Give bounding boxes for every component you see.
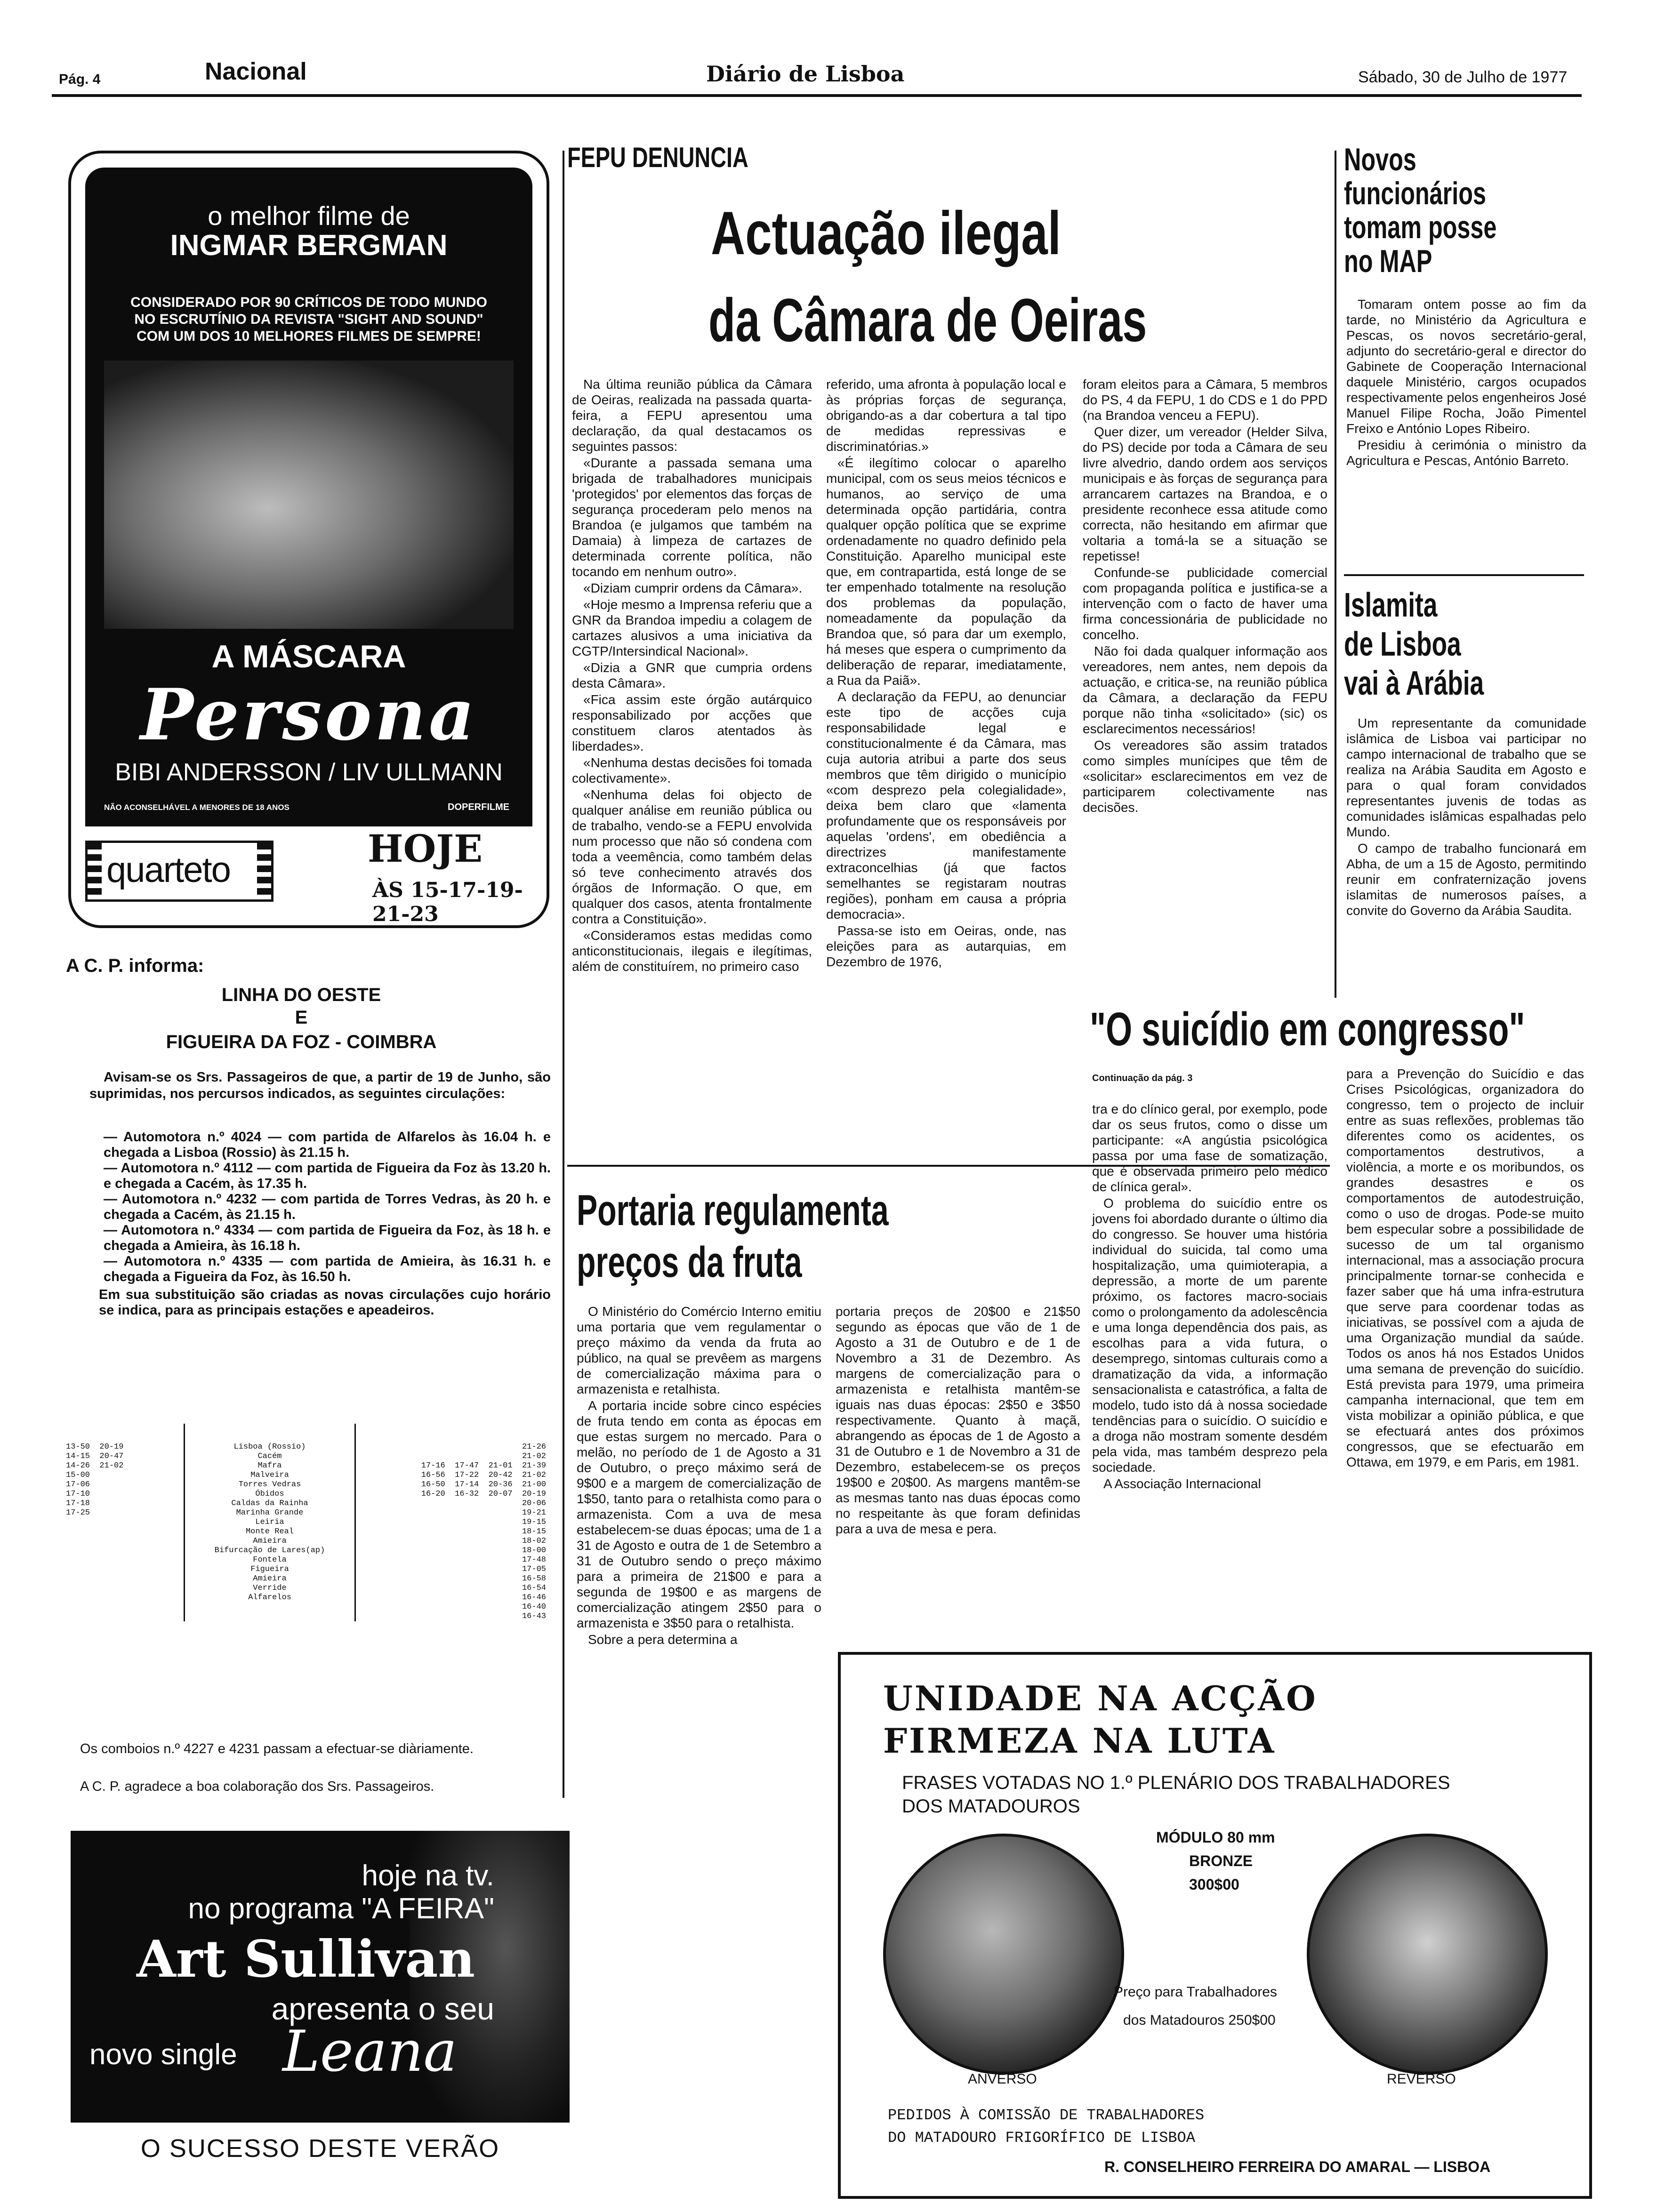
timetable-cell: 19-21 — [522, 1508, 546, 1517]
suicidio-col2 — [1346, 1066, 1584, 1471]
suicidio-headline: "O suicídio em congresso" — [1090, 1003, 1525, 1056]
film-strip-icon — [88, 843, 102, 899]
paragraph: tra e do clínico geral, por exemplo, pode dar os seus frutos, como o disse um participante: «A angústia psicológica passa por uma fase de somatização, que é observada primeiro pelo médico de clínica geral». — [1092, 1102, 1327, 1194]
paragraph: Presidiu à cerimónia o ministro da Agricultura e Pescas, António Barreto. — [1346, 438, 1586, 468]
islamita-head-1: Islamita — [1344, 586, 1438, 624]
timetable-stations — [184, 1424, 356, 1621]
acp-item: — Automotora n.º 4232 — com partida de Torres Vedras, às 20 h. e chegada a Cacém, às 21.15 h. — [104, 1192, 551, 1222]
ad-persona-blurb3: COM UM DOS 10 MELHORES FILMES DE SEMPRE! — [137, 329, 481, 344]
paragraph: «É ilegítimo colocar o aparelho municipal, com os seus meios técnicos e humanos, ao serviço de uma determinada opção partidária, contra qualquer opção política que se exprime ordenadamente no quadro definido pela Constituição. Aparelho municipal este que, em contrapartida, está longe de se ter empenhado totalmente na resolução dos problemas da população, nomeadamente da população da Brandoa que, só para dar um exemplo, há meses que espera o cumprimento da deliberação de reparar, imediatamente, a Rua da Paiã». — [826, 456, 1066, 688]
station-name: Amieira — [253, 1537, 287, 1546]
paragraph: «Consideramos estas medidas como anticonstitucionais, ilegais e ilegítimas, além de constituírem, no primeiro caso — [572, 928, 812, 974]
ad-persona-director: INGMAR BERGMAN — [170, 229, 448, 262]
fepu-headline-1: Actuação ilegal — [711, 199, 1061, 267]
timetable-left — [66, 1424, 174, 1537]
fepu-col1 — [572, 377, 812, 975]
acp-intro: Avisam-se os Srs. Passageiros de que, a partir de 19 de Junho, são suprimidas, nos percursos indicados, as seguintes circulações: — [89, 1070, 551, 1101]
station-name: Figueira — [250, 1565, 289, 1574]
timetable-cell: 19-15 — [522, 1518, 546, 1527]
timetable-cell: 17-10 — [66, 1490, 90, 1499]
ad-tv-artist: Art Sullivan — [137, 1930, 475, 1989]
station-name: Alfarelos — [248, 1593, 291, 1602]
ad-medal-front-label: ANVERSO — [968, 2071, 1037, 2087]
timetable-cell: 17-48 — [522, 1555, 546, 1564]
timetable — [66, 1424, 546, 1697]
timetable-cell: 17-25 — [66, 1508, 90, 1517]
suicidio-col1 — [1092, 1101, 1327, 1492]
ad-medal-orders2: DO MATADOURO FRIGORÍFICO DE LISBOA — [888, 2129, 1195, 2147]
paragraph: O Ministério do Comércio Interno emitiu uma portaria que vem regulamentar o preço máximo da venda da fruta ao público, na qual se prevêem as margens de comercialização máxima para o armazenista e retalhista. — [577, 1304, 821, 1396]
fepu-headline-2: da Câmara de Oeiras — [708, 286, 1147, 354]
ad-medal-workers-price1: Preço para Trabalhadores — [1114, 1984, 1277, 2000]
fepu-kicker: FEPU DENUNCIA — [567, 142, 748, 173]
acp-line2: E — [295, 1007, 308, 1028]
timetable-cell: 16-56 17-22 20-42 21-02 — [421, 1471, 546, 1480]
paragraph: Passa-se isto em Oeiras, onde, nas eleições para as autarquias, em Dezembro de 1976, — [826, 923, 1066, 969]
map-head-3: tomam posse — [1344, 209, 1497, 245]
ad-tv-line4: novo single — [89, 2038, 237, 2071]
station-name: Bifurcação de Lares(ap) — [214, 1546, 325, 1555]
timetable-cell: 16-46 — [522, 1593, 546, 1602]
paragraph: O campo de trabalho funcionará em Abha, de um a 15 de Agosto, permitindo reunir em confraternização jovens islamitas de numerosos países, a convite do Governo da Arábia Saudita. — [1346, 841, 1586, 918]
station-name: Leiria — [255, 1518, 284, 1527]
paragraph: para a Prevenção do Suicídio e das Crises Psicológicas, organizadora do congresso, tem o projecto de incluir entre as suas reflexões, problemas tão diferentes como os acidentes, os comportamentos destrutivos, a violência, a morte e os moribundos, os grandes desastres e os comportamentos de autodestruição, como o uso de drogas. Pode-se muito bem especular sobre a possibilidade de sucesso de um tal organismo internacional, mas a associação procura principalmente tornar-se conhecida e fazer saber que há uma infra-estrutura que serve para coordenar todas as iniciativas, se possível com a ajuda de uma Organização mundial da saúde. Todos os anos há nos Estados Unidos uma semana de prevenção do suicídio. Está prevista para 1979, uma primeira campanha internacional, que tem em vista mobilizar a opinião pública, e que se efectuará antes dos próximos congressos, que se efectuarão em Ottawa, em 1979, e em Paris, em 1981. — [1346, 1066, 1584, 1469]
timetable-cell: 13-50 20-19 — [66, 1443, 124, 1451]
paragraph: Os vereadores são assim tratados como simples munícipes que têm de «solicitar» esclarecimentos em vez de participarem colectivamente nas decisões. — [1083, 738, 1327, 815]
fruta-col2 — [836, 1304, 1080, 1538]
station-name: Verride — [253, 1584, 287, 1593]
paragraph: portaria preços de 20$00 e 21$50 segundo as épocas que vão de 1 de Agosto a 31 de Outubro e de 1 de Novembro a 31 de Dezembro. As margens de comercialização para o armazenista e retalhista mantêm-se iguais nas duas épocas: 2$50 e 3$50 respectivamente. Quanto à maçã, abrangendo as épocas de 1 de Agosto a 31 de Outubro e 1 de Novembro a 31 de Dezembro, estabelecem-se os preços 19$00 e 20$00. As margens mantêm-se as mesmas tanto nas duas épocas como no respeitante às que foram definidas para a uva de mesa e pera. — [836, 1304, 1080, 1536]
masthead-rule — [52, 94, 1582, 97]
film-strip-icon-right — [257, 843, 271, 899]
station-name: Amieira — [253, 1574, 287, 1583]
timetable-cell: 20-06 — [522, 1499, 546, 1508]
timetable-cell: 16-40 — [522, 1603, 546, 1611]
ad-medal — [838, 1652, 1592, 2199]
map-head-4: no MAP — [1344, 243, 1432, 279]
acp-item: — Automotora n.º 4335 — com partida de Amieira, às 16.31 h. e chegada a Figueira da Foz, às 16.50 h. — [104, 1254, 551, 1284]
paragraph: referido, uma afronta à população local e às próprias forças de segurança, obrigando-as a dar cobertura a tal tipo de medidas repressivas e discriminatórias.» — [826, 377, 1066, 454]
ad-persona-today: HOJE — [368, 826, 483, 871]
station-name: Fontela — [253, 1555, 287, 1564]
paragraph: O problema do suicídio entre os jovens foi abordado durante o último dia do congresso. Se houver uma história individual do suicida, tal como uma hospitalização, uma quimioterapia, a depressão, a morte de um parente próximo, os factores macro-sociais como o prolongamento da adolescência e uma longa dependência dos pais, as escolhas para a vida futura, o desemprego, sintomas culturais como a dramatização da vida, a informação sensacionalista e catastrófica, a falta de modelo, tudo isto dá à nossa sociedade tendências para o suicídio. O suicídio e a droga não mostram somente desdém pela vida, mas também desprezo pela sociedade. — [1092, 1196, 1327, 1475]
timetable-cell: 21-02 — [522, 1452, 546, 1461]
fepu-col3 — [1083, 377, 1327, 816]
timetable-cell: 14-15 20-47 — [66, 1452, 124, 1461]
islamita-head-2: de Lisboa — [1344, 625, 1461, 663]
ad-medal-line1: UNIDADE NA ACÇÃO — [883, 1678, 1318, 1718]
station-name: Mafra — [257, 1461, 282, 1470]
ad-medal-module: MÓDULO 80 mm — [1156, 1829, 1275, 1846]
ad-tv-line3: apresenta o seu — [271, 1991, 494, 2026]
cinema-name: quarteto — [106, 850, 230, 890]
islamita-body — [1346, 715, 1586, 919]
ad-medal-orders1: PEDIDOS À COMISSÃO DE TRABALHADORES — [888, 2107, 1205, 2124]
station-name: Lisboa (Rossio) — [233, 1443, 306, 1451]
issue-date: Sábado, 30 de Julho de 1977 — [1358, 68, 1568, 86]
timetable-cell: 16-58 — [522, 1574, 546, 1583]
paragraph: Não foi dada qualquer informação aos vereadores, nem antes, nem depois da actuação, e critica-se, na reunião pública da Câmara, a declaração da FEPU porque não tinha «solicitado» (sic) os esclarecimentos necessários! — [1083, 644, 1327, 736]
paragraph: A portaria incide sobre cinco espécies de fruta tendo em conta as épocas em que estas surgem no mercado. Para o melão, no período de 1 de Agosto a 31 de Outubro, o preço máximo será de 9$00 e a margem de comercialização de 1$50, tanto para o retalhista como para o armazenista. Com a uva de mesa estabelecem-se duas épocas; uma de 1 a 31 de Agosto e outra de 1 de Setembro a 31 de Outubro sendo o preço máximo para a primeira de 21$00 e para a segunda de 19$00 e as margens de comercialização atingem 2$50 para o armazenista e 3$50 para o retalhista. — [577, 1398, 821, 1630]
timetable-cell: 16-50 17-14 20-36 21-00 — [421, 1480, 546, 1489]
ad-persona-line1: o melhor filme de — [208, 201, 410, 231]
timetable-cell: 16-20 16-32 20-07 20-19 — [421, 1490, 546, 1499]
timetable-cell: 21-26 — [522, 1443, 546, 1451]
column-rule — [1335, 151, 1336, 998]
station-name: Malveira — [250, 1471, 289, 1480]
ad-persona-cast: BIBI ANDERSSON / LIV ULLMANN — [115, 759, 503, 786]
map-body — [1346, 297, 1586, 469]
timetable-cell: 15-00 — [66, 1471, 90, 1480]
paragraph: A declaração da FEPU, ao denunciar este tipo de acções cuja responsabilidade legal e constitucionalmente é da Câmara, mas cuja autoria atribui a parte dos seus membros que têm dirigido o município «com desprezo pela colegialidade», deixa bem claro que «lamenta profundamente que os responsáveis por aquelas 'ordens', em obediência a directrizes manifestamente extraconcelhias (já que factos semelhantes se registaram noutras regiões), ponham em causa a própria democracia». — [826, 689, 1066, 922]
station-name: Óbidos — [255, 1490, 284, 1499]
map-head-2: funcionários — [1344, 176, 1486, 211]
ad-medal-line2: FIRMEZA NA LUTA — [883, 1721, 1276, 1761]
page-number: Pág. 4 — [59, 72, 101, 87]
paragraph: A Associação Internacional — [1103, 1476, 1261, 1491]
paragraph: «Durante a passada semana uma brigada de trabalhadores municipais 'protegidos' por elementos das forças de segurança procederam pelo menos na Brandoa (e julgamos que também na Damaia) à limpeza de cartazes de determinada corrente política, não tocando em nenhum outro». — [572, 456, 812, 579]
ad-medal-price: 300$00 — [1189, 1876, 1239, 1893]
ad-persona-title1: A MÁSCARA — [211, 639, 406, 674]
paragraph: Quer dizer, um vereador (Helder Silva, do PS) decide por toda a Câmara de seu livre alvedrio, dando ordem aos serviços municipais e às forças de segurança para arrancarem cartazes na Brandoa, e o presidente reconhece essa atitude como correcta, não hesitando em afirmar que voltaria a tomá-la se a situação se repetisse! — [1083, 425, 1327, 563]
ad-persona — [68, 151, 549, 928]
fepu-col2 — [826, 377, 1066, 970]
station-name: Monte Real — [245, 1527, 294, 1536]
ad-medal-sub2: DOS MATADOUROS — [902, 1796, 1080, 1817]
ad-persona-title2: Persona — [140, 673, 477, 756]
cinema-logo — [85, 841, 273, 902]
acp-footer2: A C. P. agradece a boa colaboração dos Srs. Passageiros. — [80, 1779, 434, 1794]
column-rule — [563, 151, 564, 1798]
acp-after: Em sua substituição são criadas as novas circulações cujo horário se indica, para as principais estações e apeadeiros. — [99, 1287, 551, 1318]
timetable-right — [367, 1424, 546, 1640]
map-bottom-rule — [1344, 574, 1584, 576]
paragraph: «Nenhuma destas decisões foi tomada colectivamente». — [572, 755, 812, 785]
paragraph: «Nenhuma delas foi objecto de qualquer análise em reunião pública ou de trabalho, vendo-se a FEPU envolvida num processo que não só condena com toda a veemência, como também delas só teve conhecimento através dos órgãos de Informação. O que, em qualquer dos casos, atenta frontalmente contra a Constituição». — [572, 787, 812, 926]
ad-medal-address: R. CONSELHEIRO FERREIRA DO AMARAL — LISBOA — [1104, 2158, 1491, 2175]
medal-back-image — [1307, 1834, 1548, 2075]
timetable-cell: 18-02 — [522, 1537, 546, 1546]
station-name: Cacém — [257, 1452, 282, 1461]
paragraph: Tomaram ontem posse ao fim da tarde, no Ministério da Agricultura e Pescas, os novos secretário-geral, adjunto do secretário-geral e director do Gabinete de Cooperação Internacional daquele Ministério, cargos ocupados respectivamente pelos engenheiros José Manuel Filipe Rocha, João Pimentel Freixo e António Lopes Ribeiro. — [1346, 297, 1586, 436]
acp-items — [104, 1130, 551, 1285]
station-name: Marinha Grande — [236, 1508, 304, 1517]
ad-tv-tagline-bar — [71, 2123, 570, 2174]
station-name: Torres Vedras — [238, 1480, 301, 1489]
paragraph: «Dizia a GNR que cumpria ordens desta Câmara». — [572, 660, 812, 690]
ad-tv — [71, 1831, 570, 2174]
ad-persona-times: ÀS 15-17-19-21-23 — [372, 878, 523, 926]
suicidio-continuation: Continuação da pág. 3 — [1092, 1073, 1193, 1083]
acp-item: — Automotora n.º 4334 — com partida de Figueira da Foz, às 18 h. e chegada a Amieira, às 16.18 h. — [104, 1223, 551, 1253]
paper-name: Diário de Lisboa — [706, 61, 905, 87]
ad-tv-single: Leana — [282, 2019, 458, 2084]
timetable-cell: 17-18 — [66, 1499, 90, 1508]
timetable-cell: 18-15 — [522, 1527, 546, 1536]
ad-persona-rating: NÃO ACONSELHÁVEL A MENORES DE 18 ANOS — [104, 803, 290, 812]
ad-medal-sub1: FRASES VOTADAS NO 1.º PLENÁRIO DOS TRABALHADORES — [902, 1772, 1450, 1793]
paragraph: «Diziam cumprir ordens da Câmara». — [583, 581, 803, 595]
paragraph: Um representante da comunidade islâmica de Lisboa vai participar no campo internacional de trabalho que se realiza na Arábia Saudita em Agosto e para o qual foram convidados representantes juvenis de todas as comunidades islâmicas espalhadas pelo Mundo. — [1346, 716, 1586, 839]
paragraph: Sobre a pera determina a — [588, 1632, 738, 1647]
paragraph: foram eleitos para a Câmara, 5 membros do PS, 4 da FEPU, 1 do CDS e 1 do PPD (na Brandoa venceu a FEPU). — [1083, 377, 1327, 423]
ad-medal-metal: BRONZE — [1189, 1852, 1253, 1869]
timetable-cell: 14-26 21-02 — [66, 1461, 124, 1470]
acp-footer1: Os comboios n.º 4227 e 4231 passam a efectuar-se diàriamente. — [80, 1741, 474, 1756]
ad-medal-back-label: REVERSO — [1387, 2071, 1456, 2087]
paragraph: «Fica assim este órgão autárquico responsabilizado por acções que constituem claros atentados às liberdades». — [572, 692, 812, 753]
islamita-head-3: vai à Arábia — [1344, 665, 1484, 702]
fruta-headline-2: preços da fruta — [577, 1238, 802, 1286]
acp-line1: LINHA DO OESTE — [221, 985, 381, 1005]
station-name: Caldas da Rainha — [231, 1499, 308, 1508]
timetable-cell: 16-54 — [522, 1584, 546, 1593]
section-name: Nacional — [205, 58, 307, 85]
acp-item: — Automotora n.º 4024 — com partida de Alfarelos às 16.04 h. e chegada a Lisboa (Rossio) às 21.15 h. — [104, 1130, 551, 1160]
paragraph: «Hoje mesmo a Imprensa referiu que a GNR da Brandoa impediu a colagem de cartazes alusivos a uma iniciativa da CGTP/Intersindical Nacional». — [572, 597, 812, 658]
ad-tv-tagline: O SUCESSO DESTE VERÃO — [140, 2134, 500, 2163]
timetable-cell: 17-16 17-47 21-01 21-39 — [421, 1461, 546, 1470]
ad-persona-photo — [104, 361, 514, 629]
ad-persona-inner — [85, 168, 532, 826]
timetable-cell: 18-00 — [522, 1546, 546, 1555]
acp-item: — Automotora n.º 4112 — com partida de Figueira da Foz às 13.20 h. e chegada a Cacém, às 17.35 h. — [104, 1161, 551, 1191]
ad-persona-blurb1: CONSIDERADO POR 90 CRÍTICOS DE TODO MUNDO — [130, 295, 487, 310]
fruta-col1 — [577, 1304, 821, 1648]
acp-line3: FIGUEIRA DA FOZ - COIMBRA — [166, 1032, 437, 1052]
timetable-cell: 16-43 — [522, 1612, 546, 1621]
fruta-headline-1: Portaria regulamenta — [577, 1186, 889, 1234]
acp-title: A C. P. informa: — [66, 955, 204, 976]
ad-persona-blurb2: NO ESCRUTÍNIO DA REVISTA "SIGHT AND SOUND" — [134, 312, 483, 327]
timetable-cell: 17-06 — [66, 1480, 90, 1489]
paragraph: Confunde-se publicidade comercial com propaganda política e justifica-se a intervenção com o facto de haver uma firma concessionária de publicidade no concelho. — [1083, 565, 1327, 642]
paragraph: Na última reunião pública da Câmara de Oeiras, realizada na passada quarta-feira, a FEPU apresentou uma declaração, da qual destacamos os seguintes passos: — [572, 377, 812, 454]
timetable-cell: 17-05 — [522, 1565, 546, 1574]
ad-tv-line1: hoje na tv. — [362, 1859, 494, 1892]
ad-tv-line2: no programa "A FEIRA" — [188, 1892, 494, 1925]
map-head-1: Novos — [1344, 142, 1416, 177]
medal-front-image — [883, 1834, 1124, 2075]
ad-persona-distributor: DOPERFILME — [448, 802, 510, 812]
ad-medal-workers-price2: dos Matadouros 250$00 — [1123, 2012, 1276, 2028]
